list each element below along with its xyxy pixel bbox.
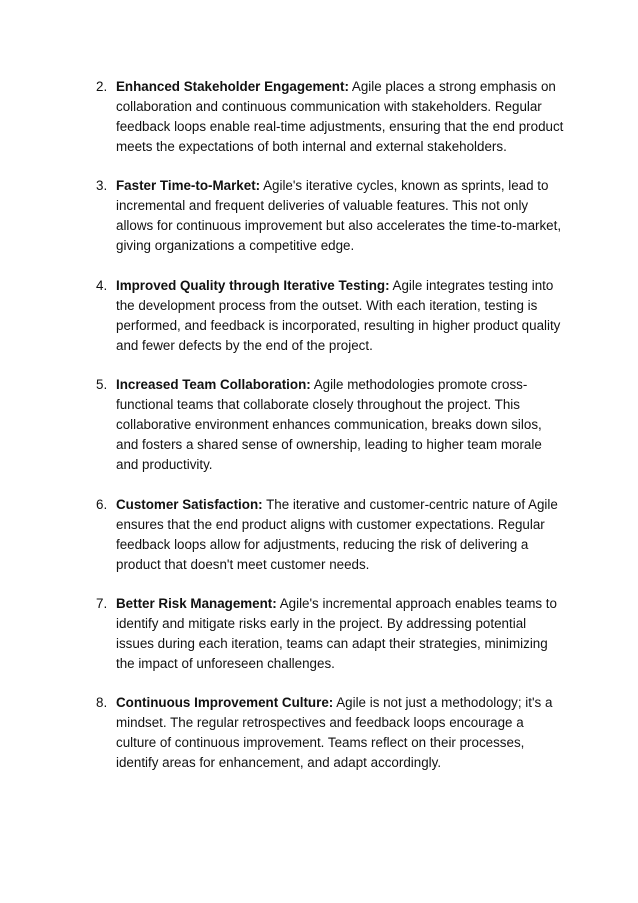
item-number: 7.	[96, 595, 108, 611]
item-text: Agile places a strong emphasis on collaboration and continuous communication with stakeholders. Regular feedback loops enable real-time adjustments, ensuring that the end product meets the expectations of both internal and external stakeholders.	[116, 79, 564, 154]
item-text: Agile methodologies promote cross-functional teams that collaborate closely throughout the project. This collaborative environment enhances communication, breaks down silos, and fosters a shared sense of ownership, leading to higher team morale and productivity.	[116, 377, 542, 473]
item-term: Improved Quality through Iterative Testing:	[116, 277, 390, 293]
list-item-team-collaboration	[96, 375, 566, 475]
list-item-time-to-market	[96, 176, 566, 256]
item-number: 3.	[96, 178, 108, 194]
list-item-risk-management	[96, 594, 566, 674]
list-item-customer-satisfaction	[96, 495, 566, 575]
item-text: The iterative and customer-centric nature of Agile ensures that the end product aligns with customer expectations. Regular feedback loops allow for adjustments, reducing the risk of delivering a product that doesn't meet customer needs.	[116, 496, 558, 572]
item-term: Better Risk Management:	[116, 595, 277, 611]
item-number: 8.	[96, 695, 108, 711]
item-term: Faster Time-to-Market:	[116, 178, 261, 194]
item-term: Continuous Improvement Culture:	[116, 695, 334, 711]
list-item-quality-testing	[96, 276, 566, 356]
item-number: 6.	[96, 496, 108, 512]
benefits-list	[96, 77, 566, 793]
item-term: Enhanced Stakeholder Engagement:	[116, 79, 349, 94]
item-term: Customer Satisfaction:	[116, 496, 263, 512]
list-item-stakeholder-engagement	[96, 77, 566, 157]
item-text: Agile is not just a methodology; it's a mindset. The regular retrospectives and feedback loops encourage a culture of continuous improvement. Teams reflect on their processes, identify areas for enhancement, and adapt accordingly.	[116, 695, 553, 771]
item-term: Increased Team Collaboration:	[116, 377, 311, 393]
item-number: 2.	[96, 79, 108, 94]
item-number: 4.	[96, 277, 108, 293]
item-number: 5.	[96, 377, 108, 393]
item-text: Agile's iterative cycles, known as sprints, lead to incremental and frequent deliveries of valuable features. This not only allows for continuous improvement but also accelerates the time-to-market, giving organizations a competitive edge.	[116, 178, 562, 254]
list-item-continuous-improvement	[96, 693, 566, 773]
item-text: Agile's incremental approach enables teams to identify and mitigate risks early in the project. By addressing potential issues during each iteration, teams can adapt their strategies, minimizing the impact of unforeseen challenges.	[116, 595, 557, 671]
item-text: Agile integrates testing into the development process from the outset. With each iteration, testing is performed, and feedback is incorporated, resulting in higher product quality and fewer defects by the end of the project.	[116, 277, 561, 353]
